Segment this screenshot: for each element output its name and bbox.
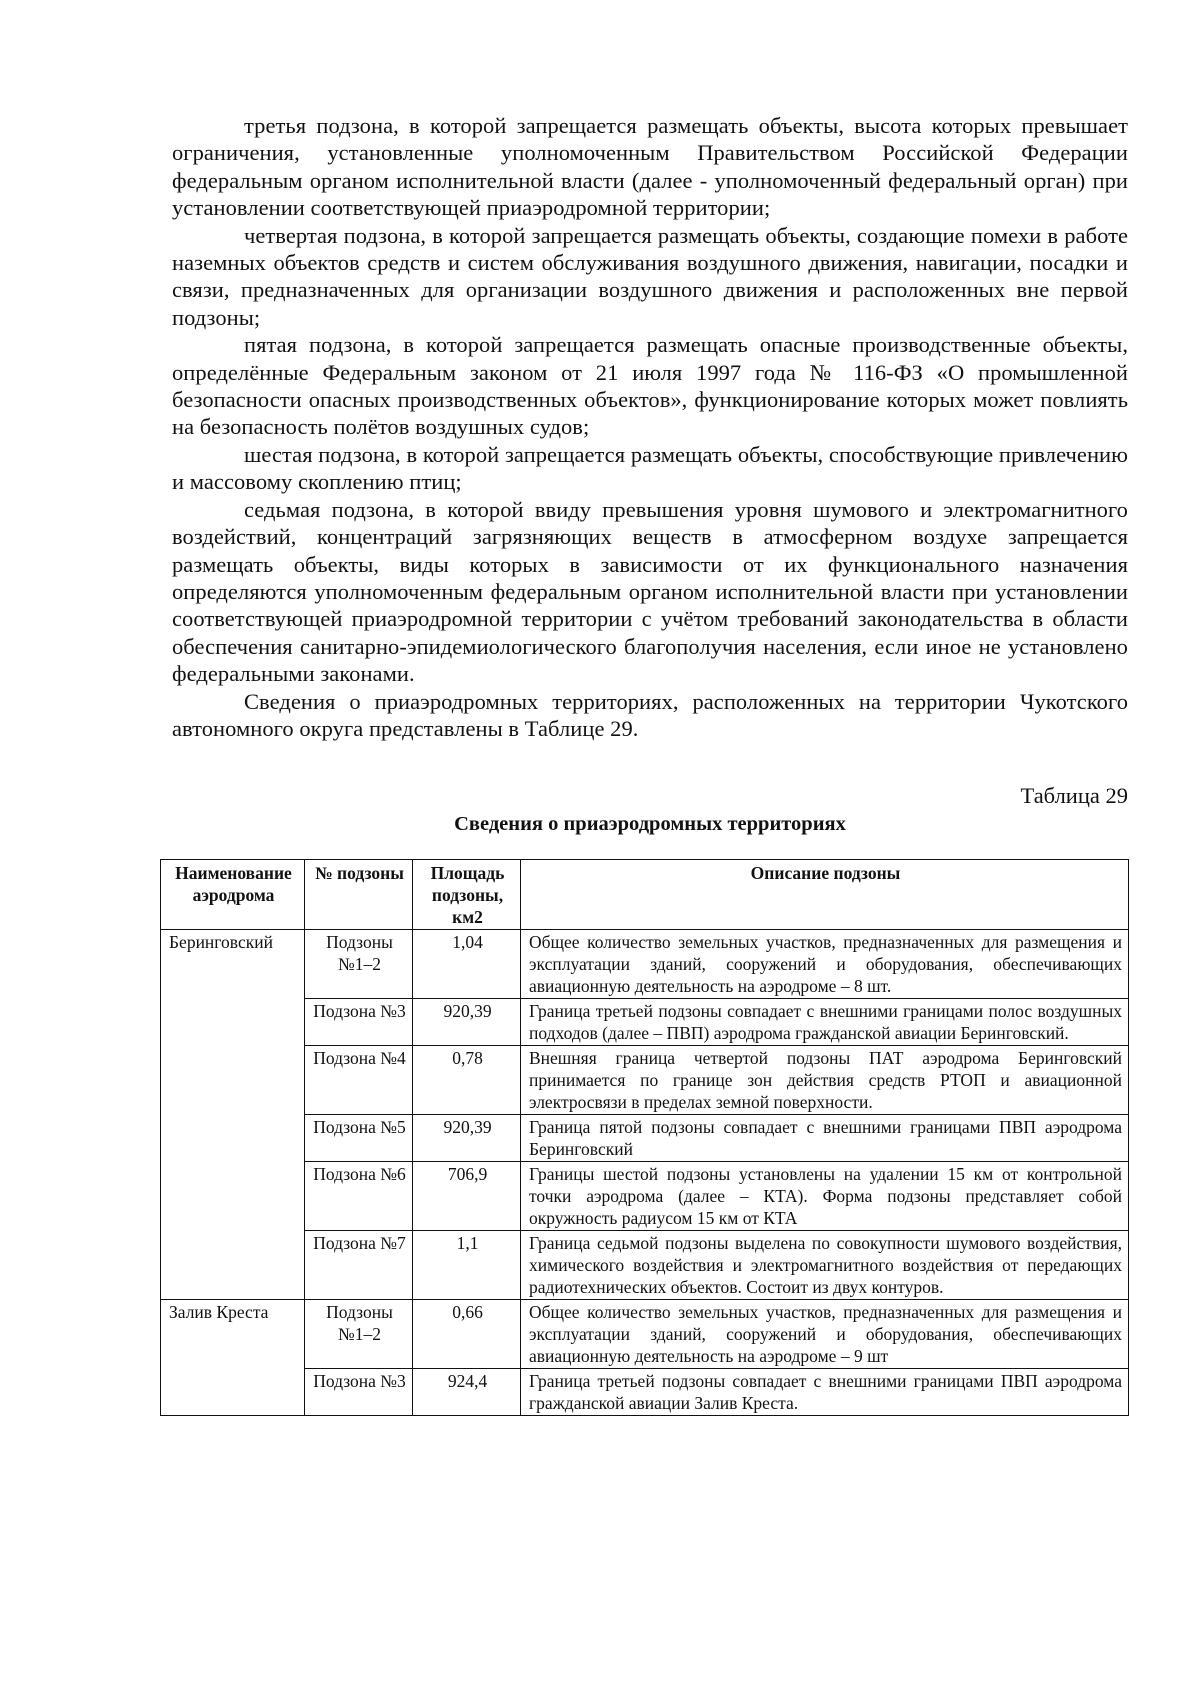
zone-description-cell: Внешняя граница четвертой подзоны ПАТ аэродрома Беринговский принимается по границе зон действия средств РТОП и авиационной электросвязи в пределах земной поверхности. — [521, 1046, 1129, 1115]
document-page — [169, 112, 1128, 1416]
zone-description-cell: Общее количество земельных участков, предназначенных для размещения и эксплуатации зданий, сооружений и оборудования, обеспечивающих авиационную деятельность на аэродроме – 8 шт. — [521, 930, 1129, 999]
airfield-name-cell: Беринговский — [161, 930, 305, 1300]
table-row — [161, 1115, 1129, 1162]
zone-area-cell: 1,1 — [413, 1231, 521, 1300]
zone-number-cell: Подзона №3 — [305, 999, 413, 1046]
airfield-name-cell: Залив Креста — [161, 1300, 305, 1416]
paragraph-table-intro: Сведения о приаэродромных территориях, расположенных на территории Чукотского автономного округа представлены в Таблице 29. — [172, 688, 1128, 741]
zone-area-cell: 706,9 — [413, 1162, 521, 1231]
header-zone-description: Описание подзоны — [521, 860, 1129, 930]
zone-area-cell: 0,66 — [413, 1300, 521, 1369]
zone-number-cell: Подзоны №1–2 — [305, 1300, 413, 1369]
zone-number-cell: Подзона №6 — [305, 1162, 413, 1231]
airfield-zones-table — [160, 859, 1129, 1416]
paragraph-zone-5: пятая подзона, в которой запрещается размещать опасные производственные объекты, определённые Федеральным законом от 21 июля 1997 года № 116-ФЗ «О промышленной безопасности опасных производственных объектов», функционирование которых может повлиять на безопасность полётов воздушных судов; — [172, 332, 1128, 440]
table-caption: Таблица 29 — [1020, 783, 1128, 809]
zone-area-cell: 920,39 — [413, 1115, 521, 1162]
table-row — [161, 1369, 1129, 1416]
table-row — [161, 1231, 1129, 1300]
zone-number-cell: Подзона №4 — [305, 1046, 413, 1115]
table-title: Сведения о приаэродромных территориях — [454, 813, 846, 836]
zone-number-cell: Подзона №3 — [305, 1369, 413, 1416]
zone-number-cell: Подзона №7 — [305, 1231, 413, 1300]
header-zone-area: Площадь подзоны, км2 — [413, 860, 521, 930]
zone-area-cell: 1,04 — [413, 930, 521, 999]
paragraph-zone-3: третья подзона, в которой запрещается размещать объекты, высота которых превышает ограничения, установленные уполномоченным Правительством Российской Федерации федеральным органом исполнительной власти (далее - уполномоченный федеральный орган) при установлении соответствующей приаэродромной территории; — [172, 113, 1128, 221]
table-row — [161, 930, 1129, 999]
table-header-row — [161, 860, 1129, 930]
header-zone-number: № подзоны — [305, 860, 413, 930]
zone-area-cell: 0,78 — [413, 1046, 521, 1115]
paragraph-zone-6: шестая подзона, в которой запрещается размещать объекты, способствующие привлечению и массовому скоплению птиц; — [172, 441, 1128, 495]
zone-description-cell: Границы шестой подзоны установлены на удалении 15 км от контрольной точки аэродрома (далее – КТА). Форма подзоны представляет собой окружность радиусом 15 км от КТА — [521, 1162, 1129, 1231]
zone-description-cell: Граница седьмой подзоны выделена по совокупности шумового воздействия, химического воздействия и электромагнитного воздействия от передающих радиотехнических объектов. Состоит из двух контуров. — [521, 1231, 1129, 1300]
zone-number-cell: Подзона №5 — [305, 1115, 413, 1162]
zone-area-cell: 920,39 — [413, 999, 521, 1046]
zone-description-cell: Граница третьей подзоны совпадает с внешними границами полос воздушных подходов (далее – ПВП) аэродрома гражданской авиации Беринговский. — [521, 999, 1129, 1046]
zone-area-cell: 924,4 — [413, 1369, 521, 1416]
zone-description-cell: Общее количество земельных участков, предназначенных для размещения и эксплуатации зданий, сооружений и оборудования, обеспечивающих авиационную деятельность на аэродроме – 9 шт — [521, 1300, 1129, 1369]
table-row — [161, 1046, 1129, 1115]
zone-number-cell: Подзоны №1–2 — [305, 930, 413, 999]
header-airfield-name: Наименование аэродрома — [161, 860, 305, 930]
table-row — [161, 999, 1129, 1046]
table-row — [161, 1300, 1129, 1369]
table-row — [161, 1162, 1129, 1231]
paragraph-zone-7: седьмая подзона, в которой ввиду превышения уровня шумового и электромагнитного воздействий, концентраций загрязняющих веществ в атмосферном воздухе запрещается размещать объекты, виды которых в зависимости от их функционального назначения определяются уполномоченным федеральным органом исполнительной власти при установлении соответствующей приаэродромной территории с учётом требований законодательства в области обеспечения санитарно-эпидемиологического благополучия населения, если иное не установлено федеральными законами. — [172, 496, 1128, 687]
paragraph-zone-4: четвертая подзона, в которой запрещается размещать объекты, создающие помехи в работе наземных объектов средств и систем обслуживания воздушного движения, навигации, посадки и связи, предназначенных для организации воздушного движения и расположенных вне первой подзоны; — [172, 222, 1128, 330]
zone-description-cell: Граница пятой подзоны совпадает с внешними границами ПВП аэродрома Беринговский — [521, 1115, 1129, 1162]
zone-description-cell: Граница третьей подзоны совпадает с внешними границами ПВП аэродрома гражданской авиации Залив Креста. — [521, 1369, 1129, 1416]
body-text — [172, 112, 1128, 742]
